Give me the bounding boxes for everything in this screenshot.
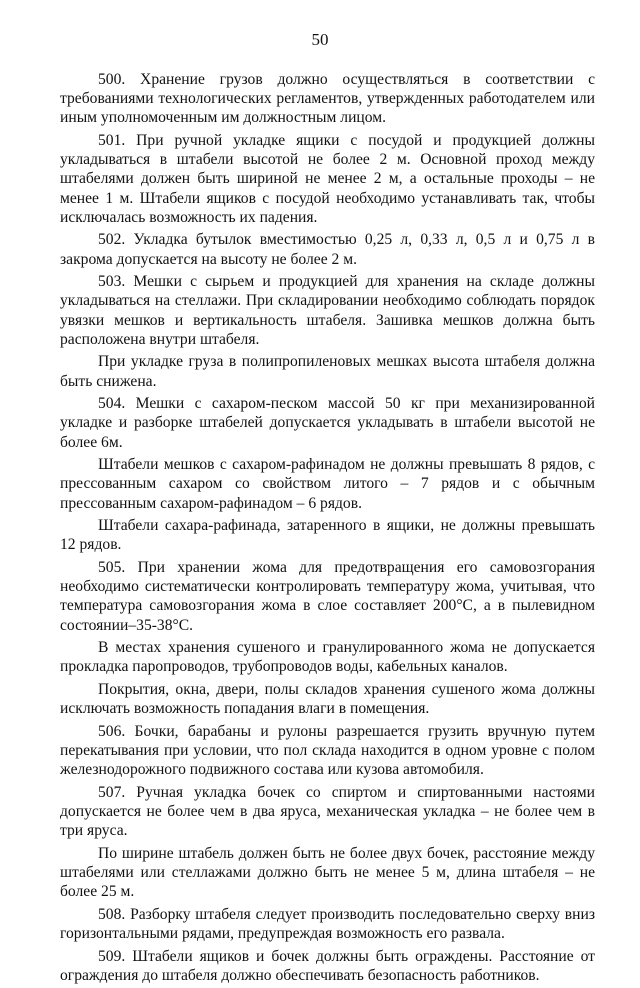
paragraph-505-continued-1: В местах хранения сушеного и гранулированного жома не допускается прокладка паропроводов, трубопроводов воды, кабельных каналов. — [60, 639, 595, 676]
paragraph-507-continued: По ширине штабель должен быть не более двух бочек, расстояние между штабелями или стеллажами должно быть не менее 5 м, длина штабеля – не более 25 м. — [60, 844, 595, 901]
paragraph-505-continued-2: Покрытия, окна, двери, полы складов хранения сушеного жома должны исключать возможность попадания влаги в помещения. — [60, 681, 595, 718]
paragraph-508: 508. Разборку штабеля следует производить последовательно сверху вниз горизонтальными рядами, предупреждая возможность его развала. — [60, 905, 595, 942]
paragraph-506: 506. Бочки, барабаны и рулоны разрешается грузить вручную путем перекатывания при условии, что пол склада находится в одном уровне с полом железнодорожного подвижного состава или кузова автомобиля. — [60, 722, 595, 779]
paragraph-503-continued: При укладке груза в полипропиленовых мешках высота штабеля должна быть снижена. — [60, 353, 595, 390]
paragraph-504-continued-2: Штабели сахара-рафинада, затаренного в ящики, не должны превышать 12 рядов. — [60, 517, 595, 554]
paragraph-503: 503. Мешки с сырьем и продукцией для хранения на складе должны укладываться на стеллажи. При складировании необходимо соблюдать порядок увязки мешков и вертикальность штабеля. Зашивка мешков должна быть расположена внутри штабеля. — [60, 273, 595, 348]
paragraph-502: 502. Укладка бутылок вместимостью 0,25 л, 0,33 л, 0,5 л и 0,75 л в закрома допускается на высоту не более 2 м. — [60, 231, 595, 268]
page-number: 50 — [311, 30, 329, 49]
paragraph-505: 505. При хранении жома для предотвращения его самовозгорания необходимо систематически контролировать температуру жома, учитывая, что температура самовозгорания жома в слое составляет 200°С, а в пылевидном состоянии–35-38°С. — [60, 559, 595, 634]
document-body — [60, 70, 595, 988]
paragraph-509: 509. Штабели ящиков и бочек должны быть ограждены. Расстояние от ограждения до штабеля должно обеспечивать безопасность работников. — [60, 947, 595, 984]
paragraph-504: 504. Мешки с сахаром-песком массой 50 кг при механизированной укладке и разборке штабелей допускается укладывать в штабели высотой не более 6м. — [60, 395, 595, 451]
paragraph-501: 501. При ручной укладке ящики с посудой и продукцией должны укладываться в штабели высотой не более 2 м. Основной проход между штабелями должен быть шириной не менее 2 м, а остальные проходы – не менее 1 м. Штабели ящиков с посудой необходимо устанавливать так, чтобы исключалась возможность их падения. — [60, 132, 595, 226]
paragraph-504-continued-1: Штабели мешков с сахаром-рафинадом не должны превышать 8 рядов, с прессованным сахаром со свойством литого – 7 рядов и с обычным прессованным сахаром-рафинадом – 6 рядов. — [60, 456, 595, 512]
paragraph-500: 500. Хранение грузов должно осуществляться в соответствии с требованиями технологических регламентов, утвержденных работодателем или иным уполномоченным им должностным лицом. — [60, 71, 595, 127]
paragraph-507: 507. Ручная укладка бочек со спиртом и спиртованными настоями допускается не более чем в два яруса, механическая укладка – не более чем в три яруса. — [60, 783, 595, 840]
